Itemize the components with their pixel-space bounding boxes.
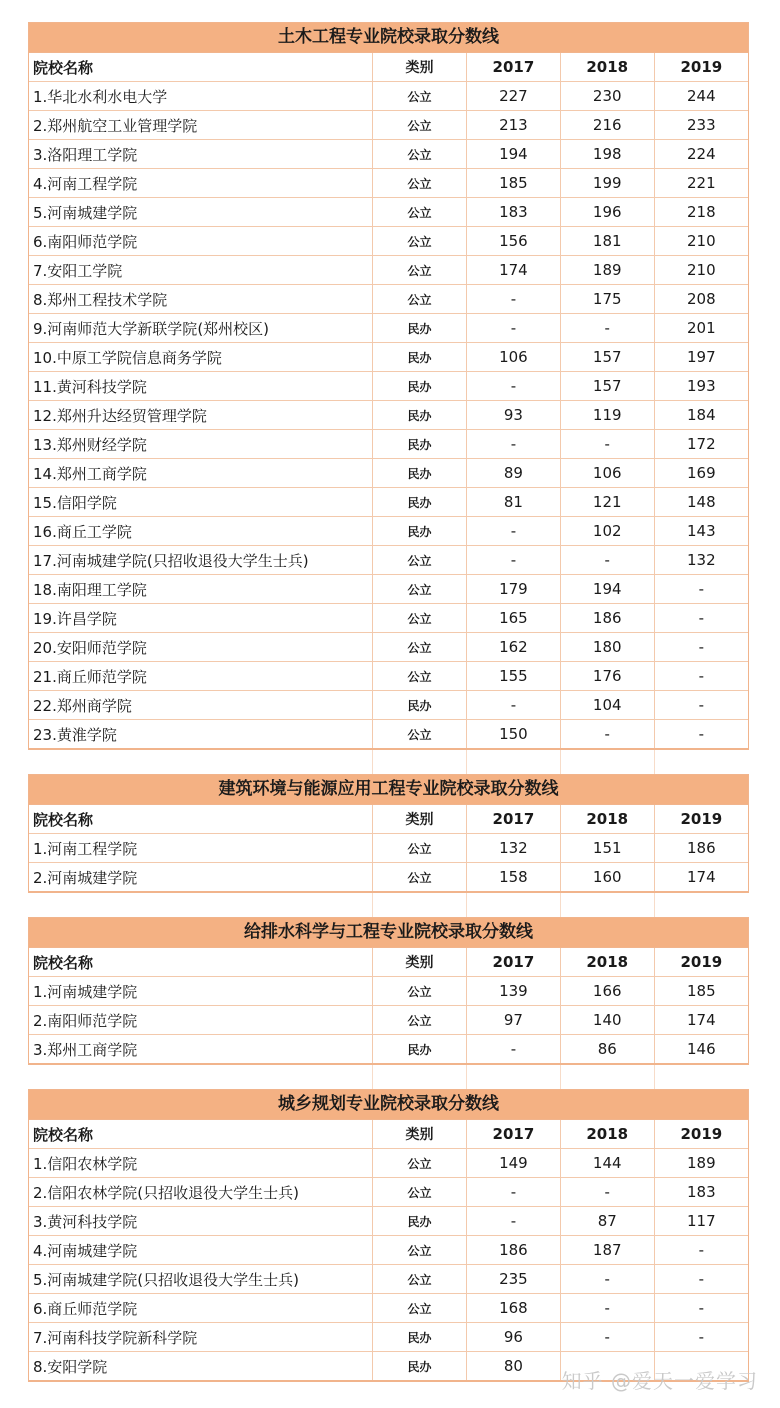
column-header-y3: 2019 xyxy=(654,53,748,82)
section-gap xyxy=(28,893,749,917)
score-sheet xyxy=(28,22,749,1382)
school-name: 1.河南工程学院 xyxy=(29,834,373,863)
score-2017: 132 xyxy=(467,834,561,863)
school-name: 2.河南城建学院 xyxy=(29,863,373,892)
school-type: 公立 xyxy=(373,604,467,633)
table-row xyxy=(29,82,748,111)
score-2018: 119 xyxy=(560,401,654,430)
school-name: 4.河南城建学院 xyxy=(29,1236,373,1265)
school-name: 3.黄河科技学院 xyxy=(29,1207,373,1236)
school-type: 公立 xyxy=(373,1265,467,1294)
score-2017: 97 xyxy=(467,1006,561,1035)
school-type: 公立 xyxy=(373,633,467,662)
school-type: 公立 xyxy=(373,198,467,227)
table-row xyxy=(29,517,748,546)
score-2018: - xyxy=(560,430,654,459)
school-type: 公立 xyxy=(373,82,467,111)
score-2018: 176 xyxy=(560,662,654,691)
gap-gridline xyxy=(372,893,373,917)
table-row xyxy=(29,546,748,575)
score-2017: 149 xyxy=(467,1149,561,1178)
school-type: 公立 xyxy=(373,111,467,140)
school-name: 6.商丘师范学院 xyxy=(29,1294,373,1323)
school-name: 2.信阳农林学院(只招收退役大学生士兵) xyxy=(29,1178,373,1207)
school-type: 公立 xyxy=(373,285,467,314)
table-row xyxy=(29,285,748,314)
gap-gridline xyxy=(466,893,467,917)
score-2018: 121 xyxy=(560,488,654,517)
school-type: 民办 xyxy=(373,517,467,546)
table-row xyxy=(29,575,748,604)
table-row xyxy=(29,459,748,488)
score-2018: 180 xyxy=(560,633,654,662)
section-title: 土木工程专业院校录取分数线 xyxy=(29,23,748,53)
score-2019: 146 xyxy=(687,1040,716,1058)
score-2019: 244 xyxy=(654,82,748,111)
school-type: 公立 xyxy=(373,863,467,892)
score-2018: 157 xyxy=(560,372,654,401)
gap-gridline xyxy=(372,1065,373,1089)
table-row xyxy=(29,1178,748,1207)
score-2018: 157 xyxy=(560,343,654,372)
school-name: 21.商丘师范学院 xyxy=(29,662,373,691)
gap-gridline xyxy=(466,750,467,774)
score-2017: 168 xyxy=(467,1294,561,1323)
score-2018: 151 xyxy=(560,834,654,863)
column-header-y2: 2018 xyxy=(560,948,654,977)
column-header-y2: 2018 xyxy=(560,1120,654,1149)
gap-gridline xyxy=(654,1065,655,1089)
gap-gridline xyxy=(466,1065,467,1089)
gap-gridline xyxy=(372,750,373,774)
school-type: 公立 xyxy=(373,834,467,863)
column-header-type: 类别 xyxy=(373,948,467,977)
score-2017: - xyxy=(467,372,561,401)
school-type: 民办 xyxy=(373,1035,467,1064)
score-2019: 218 xyxy=(654,198,748,227)
school-name: 7.河南科技学院新科学院 xyxy=(29,1323,373,1352)
score-2017: - xyxy=(467,285,561,314)
school-name: 3.郑州工商学院 xyxy=(29,1035,373,1064)
school-type: 民办 xyxy=(373,343,467,372)
score-2019: - xyxy=(654,1236,748,1265)
table-row xyxy=(29,1265,748,1294)
column-header-y3: 2019 xyxy=(654,1120,748,1149)
school-name: 20.安阳师范学院 xyxy=(29,633,373,662)
score-2019: 143 xyxy=(654,517,748,546)
table-row xyxy=(29,1323,748,1352)
school-name: 5.河南城建学院 xyxy=(29,198,373,227)
column-header-y1: 2017 xyxy=(467,1120,561,1149)
school-name: 2.南阳师范学院 xyxy=(29,1006,373,1035)
school-name: 23.黄淮学院 xyxy=(29,720,373,749)
table-row xyxy=(29,691,748,720)
school-name: 18.南阳理工学院 xyxy=(29,575,373,604)
gap-gridline xyxy=(560,1065,561,1089)
school-type: 公立 xyxy=(373,169,467,198)
score-2019: 117 xyxy=(654,1207,748,1236)
table-row xyxy=(29,227,748,256)
score-2017: - xyxy=(467,314,561,343)
score-2019: 221 xyxy=(654,169,748,198)
header-row xyxy=(29,1120,748,1149)
school-name: 11.黄河科技学院 xyxy=(29,372,373,401)
school-type: 公立 xyxy=(373,977,467,1006)
table-row xyxy=(29,863,748,892)
header-row xyxy=(29,805,748,834)
school-type: 公立 xyxy=(373,140,467,169)
column-header-name: 院校名称 xyxy=(29,805,373,834)
column-header-y1: 2017 xyxy=(467,53,561,82)
school-name: 8.安阳学院 xyxy=(29,1352,373,1381)
score-2018: 230 xyxy=(560,82,654,111)
section-gap xyxy=(28,750,749,774)
table-row xyxy=(29,111,748,140)
score-2018: 181 xyxy=(560,227,654,256)
table-row xyxy=(29,488,748,517)
score-2017: 156 xyxy=(467,227,561,256)
score-2017: 174 xyxy=(467,256,561,285)
score-table-section xyxy=(28,917,749,1065)
school-type: 民办 xyxy=(373,314,467,343)
score-2018: 186 xyxy=(560,604,654,633)
school-type: 公立 xyxy=(373,575,467,604)
section-gap xyxy=(28,1065,749,1089)
table-row xyxy=(29,662,748,691)
table-row xyxy=(29,343,748,372)
score-2017: 155 xyxy=(467,662,561,691)
column-header-y2: 2018 xyxy=(560,53,654,82)
school-type: 民办 xyxy=(373,488,467,517)
section-title: 建筑环境与能源应用工程专业院校录取分数线 xyxy=(29,775,748,805)
score-2019: - xyxy=(698,725,705,743)
school-name: 15.信阳学院 xyxy=(29,488,373,517)
score-2019: 210 xyxy=(654,227,748,256)
score-2017: 186 xyxy=(467,1236,561,1265)
score-2019: 169 xyxy=(654,459,748,488)
table-row xyxy=(29,1294,748,1323)
score-2019: 224 xyxy=(654,140,748,169)
score-2018: - xyxy=(560,720,654,749)
table-row xyxy=(29,1207,748,1236)
school-type: 公立 xyxy=(373,1294,467,1323)
column-header-name: 院校名称 xyxy=(29,53,373,82)
table-row xyxy=(29,633,748,662)
score-2017: 81 xyxy=(467,488,561,517)
table-row xyxy=(29,169,748,198)
score-2018: 194 xyxy=(560,575,654,604)
table-row xyxy=(29,604,748,633)
school-type: 民办 xyxy=(373,430,467,459)
table-row xyxy=(29,372,748,401)
score-2019: 197 xyxy=(654,343,748,372)
school-name: 13.郑州财经学院 xyxy=(29,430,373,459)
watermark: 知乎 @爱天一爱学习 xyxy=(561,1369,758,1393)
school-type: 公立 xyxy=(373,1149,467,1178)
score-2017: 158 xyxy=(467,863,561,892)
score-2019: 233 xyxy=(654,111,748,140)
score-2019: - xyxy=(654,1294,748,1323)
table-row xyxy=(29,401,748,430)
table-row xyxy=(29,977,748,1006)
score-2017: 185 xyxy=(467,169,561,198)
score-table xyxy=(29,948,748,1063)
score-2017: - xyxy=(467,517,561,546)
score-2019: 183 xyxy=(654,1178,748,1207)
score-2018: 160 xyxy=(560,863,654,892)
table-row xyxy=(29,314,748,343)
score-2017: 89 xyxy=(467,459,561,488)
column-header-y1: 2017 xyxy=(467,805,561,834)
score-2017: - xyxy=(467,691,561,720)
section-title: 给排水科学与工程专业院校录取分数线 xyxy=(29,918,748,948)
score-table xyxy=(29,53,748,748)
score-2017: 80 xyxy=(467,1352,561,1381)
header-row xyxy=(29,948,748,977)
column-header-name: 院校名称 xyxy=(29,1120,373,1149)
score-2018: 104 xyxy=(560,691,654,720)
school-name: 5.河南城建学院(只招收退役大学生士兵) xyxy=(29,1265,373,1294)
column-header-type: 类别 xyxy=(373,1120,467,1149)
score-2017: 150 xyxy=(467,720,561,749)
school-type: 民办 xyxy=(373,372,467,401)
score-2019: 148 xyxy=(654,488,748,517)
table-row xyxy=(29,720,748,749)
score-2018: 196 xyxy=(560,198,654,227)
score-2019: 132 xyxy=(654,546,748,575)
score-2018: 106 xyxy=(560,459,654,488)
table-row xyxy=(29,1006,748,1035)
gap-gridline xyxy=(654,893,655,917)
header-row xyxy=(29,53,748,82)
score-table xyxy=(29,805,748,891)
score-2018: 175 xyxy=(560,285,654,314)
school-type: 公立 xyxy=(373,1178,467,1207)
score-2018: 198 xyxy=(560,140,654,169)
score-2017: 227 xyxy=(467,82,561,111)
school-name: 3.洛阳理工学院 xyxy=(29,140,373,169)
score-2017: 179 xyxy=(467,575,561,604)
school-type: 公立 xyxy=(373,546,467,575)
school-name: 14.郑州工商学院 xyxy=(29,459,373,488)
score-2019: 172 xyxy=(654,430,748,459)
score-2018: 87 xyxy=(560,1207,654,1236)
school-type: 公立 xyxy=(373,662,467,691)
score-2017: 194 xyxy=(467,140,561,169)
score-2018: 189 xyxy=(560,256,654,285)
score-2018: 144 xyxy=(560,1149,654,1178)
score-2019: 186 xyxy=(654,834,748,863)
score-2017: - xyxy=(467,546,561,575)
score-2019: 174 xyxy=(687,868,716,886)
score-2017: 183 xyxy=(467,198,561,227)
school-type: 公立 xyxy=(373,1006,467,1035)
score-2018: 187 xyxy=(560,1236,654,1265)
school-name: 22.郑州商学院 xyxy=(29,691,373,720)
column-header-y3: 2019 xyxy=(654,805,748,834)
score-2017: 139 xyxy=(467,977,561,1006)
score-2018: - xyxy=(560,314,654,343)
school-type: 公立 xyxy=(373,227,467,256)
score-table-section xyxy=(28,774,749,893)
school-type: 公立 xyxy=(373,1236,467,1265)
score-2019: - xyxy=(654,604,748,633)
score-2018: 216 xyxy=(560,111,654,140)
score-2017: 165 xyxy=(467,604,561,633)
score-2019: 208 xyxy=(654,285,748,314)
score-2019: 185 xyxy=(654,977,748,1006)
table-row xyxy=(29,834,748,863)
score-2019: 184 xyxy=(654,401,748,430)
school-name: 6.南阳师范学院 xyxy=(29,227,373,256)
column-header-name: 院校名称 xyxy=(29,948,373,977)
score-2017: - xyxy=(467,1207,561,1236)
table-row xyxy=(29,1149,748,1178)
table-row xyxy=(29,1035,748,1064)
table-row xyxy=(29,1236,748,1265)
score-2019: 174 xyxy=(654,1006,748,1035)
score-2018: - xyxy=(560,1323,654,1352)
school-type: 民办 xyxy=(373,691,467,720)
score-2018: 86 xyxy=(560,1035,654,1064)
score-2018: 166 xyxy=(560,977,654,1006)
score-2018: - xyxy=(560,1265,654,1294)
score-2019: - xyxy=(654,575,748,604)
school-name: 17.河南城建学院(只招收退役大学生士兵) xyxy=(29,546,373,575)
score-2019: - xyxy=(654,691,748,720)
school-name: 12.郑州升达经贸管理学院 xyxy=(29,401,373,430)
school-name: 1.华北水利水电大学 xyxy=(29,82,373,111)
score-2019: - xyxy=(654,662,748,691)
score-2018: 102 xyxy=(560,517,654,546)
school-type: 民办 xyxy=(373,1207,467,1236)
column-header-y3: 2019 xyxy=(654,948,748,977)
score-2017: 162 xyxy=(467,633,561,662)
score-2017: - xyxy=(467,430,561,459)
school-name: 2.郑州航空工业管理学院 xyxy=(29,111,373,140)
school-name: 9.河南师范大学新联学院(郑州校区) xyxy=(29,314,373,343)
score-2018: 199 xyxy=(560,169,654,198)
column-header-type: 类别 xyxy=(373,53,467,82)
school-name: 7.安阳工学院 xyxy=(29,256,373,285)
school-name: 4.河南工程学院 xyxy=(29,169,373,198)
school-name: 1.信阳农林学院 xyxy=(29,1149,373,1178)
school-name: 16.商丘工学院 xyxy=(29,517,373,546)
score-2018: - xyxy=(560,1178,654,1207)
score-2017: 235 xyxy=(467,1265,561,1294)
school-name: 8.郑州工程技术学院 xyxy=(29,285,373,314)
school-name: 10.中原工学院信息商务学院 xyxy=(29,343,373,372)
score-2019: - xyxy=(654,1323,748,1352)
gap-gridline xyxy=(560,750,561,774)
school-type: 民办 xyxy=(373,459,467,488)
school-name: 19.许昌学院 xyxy=(29,604,373,633)
score-2017: 106 xyxy=(467,343,561,372)
gap-gridline xyxy=(560,893,561,917)
score-2019: 201 xyxy=(654,314,748,343)
table-row xyxy=(29,140,748,169)
school-type: 公立 xyxy=(373,720,467,749)
score-2017: - xyxy=(467,1178,561,1207)
school-type: 公立 xyxy=(373,256,467,285)
school-type: 民办 xyxy=(373,401,467,430)
column-header-type: 类别 xyxy=(373,805,467,834)
score-2019: 210 xyxy=(654,256,748,285)
section-title: 城乡规划专业院校录取分数线 xyxy=(29,1090,748,1120)
gap-gridline xyxy=(654,750,655,774)
table-row xyxy=(29,430,748,459)
table-row xyxy=(29,198,748,227)
table-row xyxy=(29,256,748,285)
score-2017: 96 xyxy=(467,1323,561,1352)
score-table-section xyxy=(28,1089,749,1382)
score-2017: 213 xyxy=(467,111,561,140)
score-table-section xyxy=(28,22,749,750)
score-2019: 193 xyxy=(654,372,748,401)
school-type: 民办 xyxy=(373,1323,467,1352)
score-2018: - xyxy=(560,546,654,575)
column-header-y2: 2018 xyxy=(560,805,654,834)
score-2017: 93 xyxy=(467,401,561,430)
score-2019: - xyxy=(654,1265,748,1294)
score-2018: 140 xyxy=(560,1006,654,1035)
school-type: 民办 xyxy=(373,1352,467,1381)
score-2017: - xyxy=(467,1035,561,1064)
score-2019: 189 xyxy=(654,1149,748,1178)
score-2019: - xyxy=(654,633,748,662)
column-header-y1: 2017 xyxy=(467,948,561,977)
school-name: 1.河南城建学院 xyxy=(29,977,373,1006)
score-table xyxy=(29,1120,748,1380)
score-2018: - xyxy=(560,1294,654,1323)
